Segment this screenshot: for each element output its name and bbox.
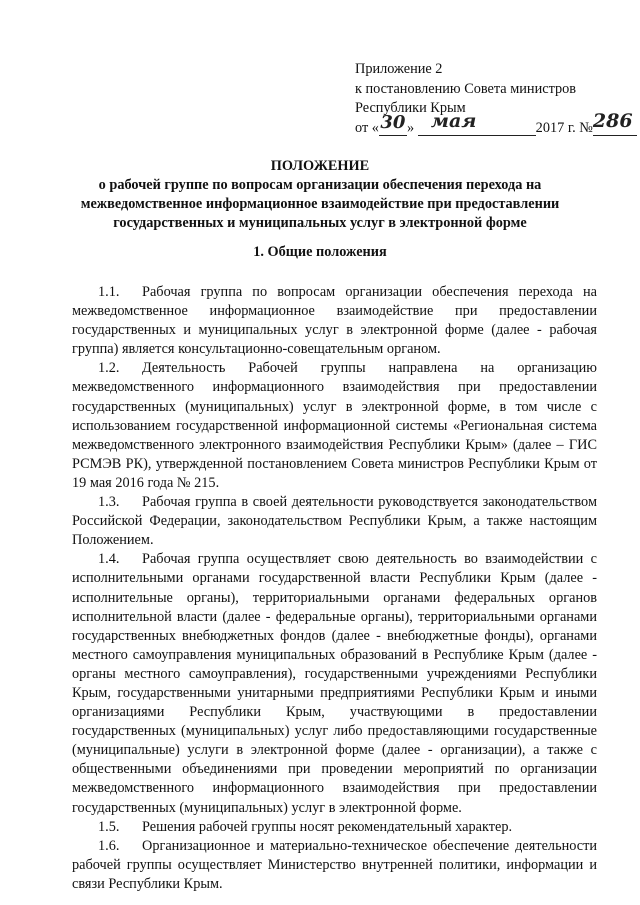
paragraph-1-6 — [72, 837, 597, 894]
paragraph-number: 1.4. — [98, 551, 120, 568]
date-year: 2017 г. № — [535, 119, 593, 136]
paragraph-number: 1.6. — [98, 837, 120, 854]
appendix-block — [355, 60, 633, 138]
paragraph-1-5 — [72, 818, 597, 837]
paragraph-1-2 — [72, 359, 597, 493]
paragraph-1-4 — [72, 550, 597, 817]
handwritten-month: мая — [430, 109, 477, 132]
paragraph-text: Решения рабочей группы носят рекомендательный характер. — [142, 818, 513, 835]
paragraph-1-1 — [72, 283, 597, 359]
section-heading: 1. Общие положения — [253, 244, 387, 260]
title-line-3: государственных и муниципальных услуг в электронной форме — [113, 215, 527, 231]
handwritten-day: 30 — [380, 111, 406, 133]
title-line-1: о рабочей группе по вопросам организации обеспечения перехода на — [98, 177, 542, 193]
paragraph-number: 1.5. — [98, 818, 120, 835]
date-quote-close: » — [406, 119, 415, 136]
appendix-date-line — [355, 109, 633, 139]
document-title — [60, 157, 580, 233]
title-line-2: межведомственное информационное взаимодействие при предоставлении — [80, 196, 560, 212]
paragraph-text: Организационное и материально-техническое обеспечение деятельности рабочей группы осуществляет Министерство внутренней политики, информации и связи Республики Крым. — [72, 837, 597, 892]
appendix-reference: к постановлению Совета министров — [355, 80, 577, 97]
paragraph-text: Рабочая группа по вопросам организации обеспечения перехода на межведомственное информационное взаимодействие при предоставлении государственных и муниципальных услуг в электронной форме (далее - рабочая группа) является консультационно-совещательным органом. — [72, 284, 597, 358]
paragraph-text: Рабочая группа в своей деятельности руководствуется законодательством Российской Федерации, законодательством Республики Крым, а также настоящим Положением. — [72, 494, 597, 549]
paragraph-1-3 — [72, 493, 597, 550]
paragraph-number: 1.2. — [98, 360, 120, 377]
handwritten-doc-number: 286 — [592, 109, 633, 132]
date-prefix: от « — [355, 119, 379, 136]
appendix-authority: Республики Крым — [355, 100, 466, 116]
paragraph-number: 1.1. — [98, 284, 120, 300]
title-heading: ПОЛОЖЕНИЕ — [270, 158, 370, 174]
appendix-title: Приложение 2 — [355, 61, 443, 77]
document-body — [72, 283, 597, 894]
paragraph-number: 1.3. — [98, 494, 120, 511]
paragraph-text: Рабочая группа осуществляет свою деятельность во взаимодействии с исполнительными органами государственной власти Республики Крым (далее - исполнительные органы), территориальными органами федеральных органов исполнительной власти (далее - федеральные органы), территориальными органами государственных внебюджетных фондов (далее - внебюджетные фонды), органами местного самоуправления муниципальных образований в Республике Крым (далее - органы местного самоуправления), государственными учреждениями Республики Крым, государственными унитарными предприятиями Республики Крым и иными организациями Республики Крым, участвующими в предоставлении государственных (муниципальных) услуг либо предоставляющими государственные (муниципальные) услуги в электронной форме (далее - организации), а также с общественными объединениями при проведении мероприятий по организации межведомственного информационного взаимодействия при предоставлении государственных (муниципальных) услуг в электронной форме. — [72, 551, 597, 816]
paragraph-text: Деятельность Рабочей группы направлена на организацию межведомственного информационного взаимодействия при предоставлении государственных (муниципальных) услуг в электронной форме, в том числе с использованием государственной информационной системы «Региональная система межведомственного электронного взаимодействия Республики Крым» (далее – ГИС РСМЭВ РК), утвержденной постановлением Совета министров Республики Крым от 19 мая 2016 года № 215. — [72, 360, 597, 491]
